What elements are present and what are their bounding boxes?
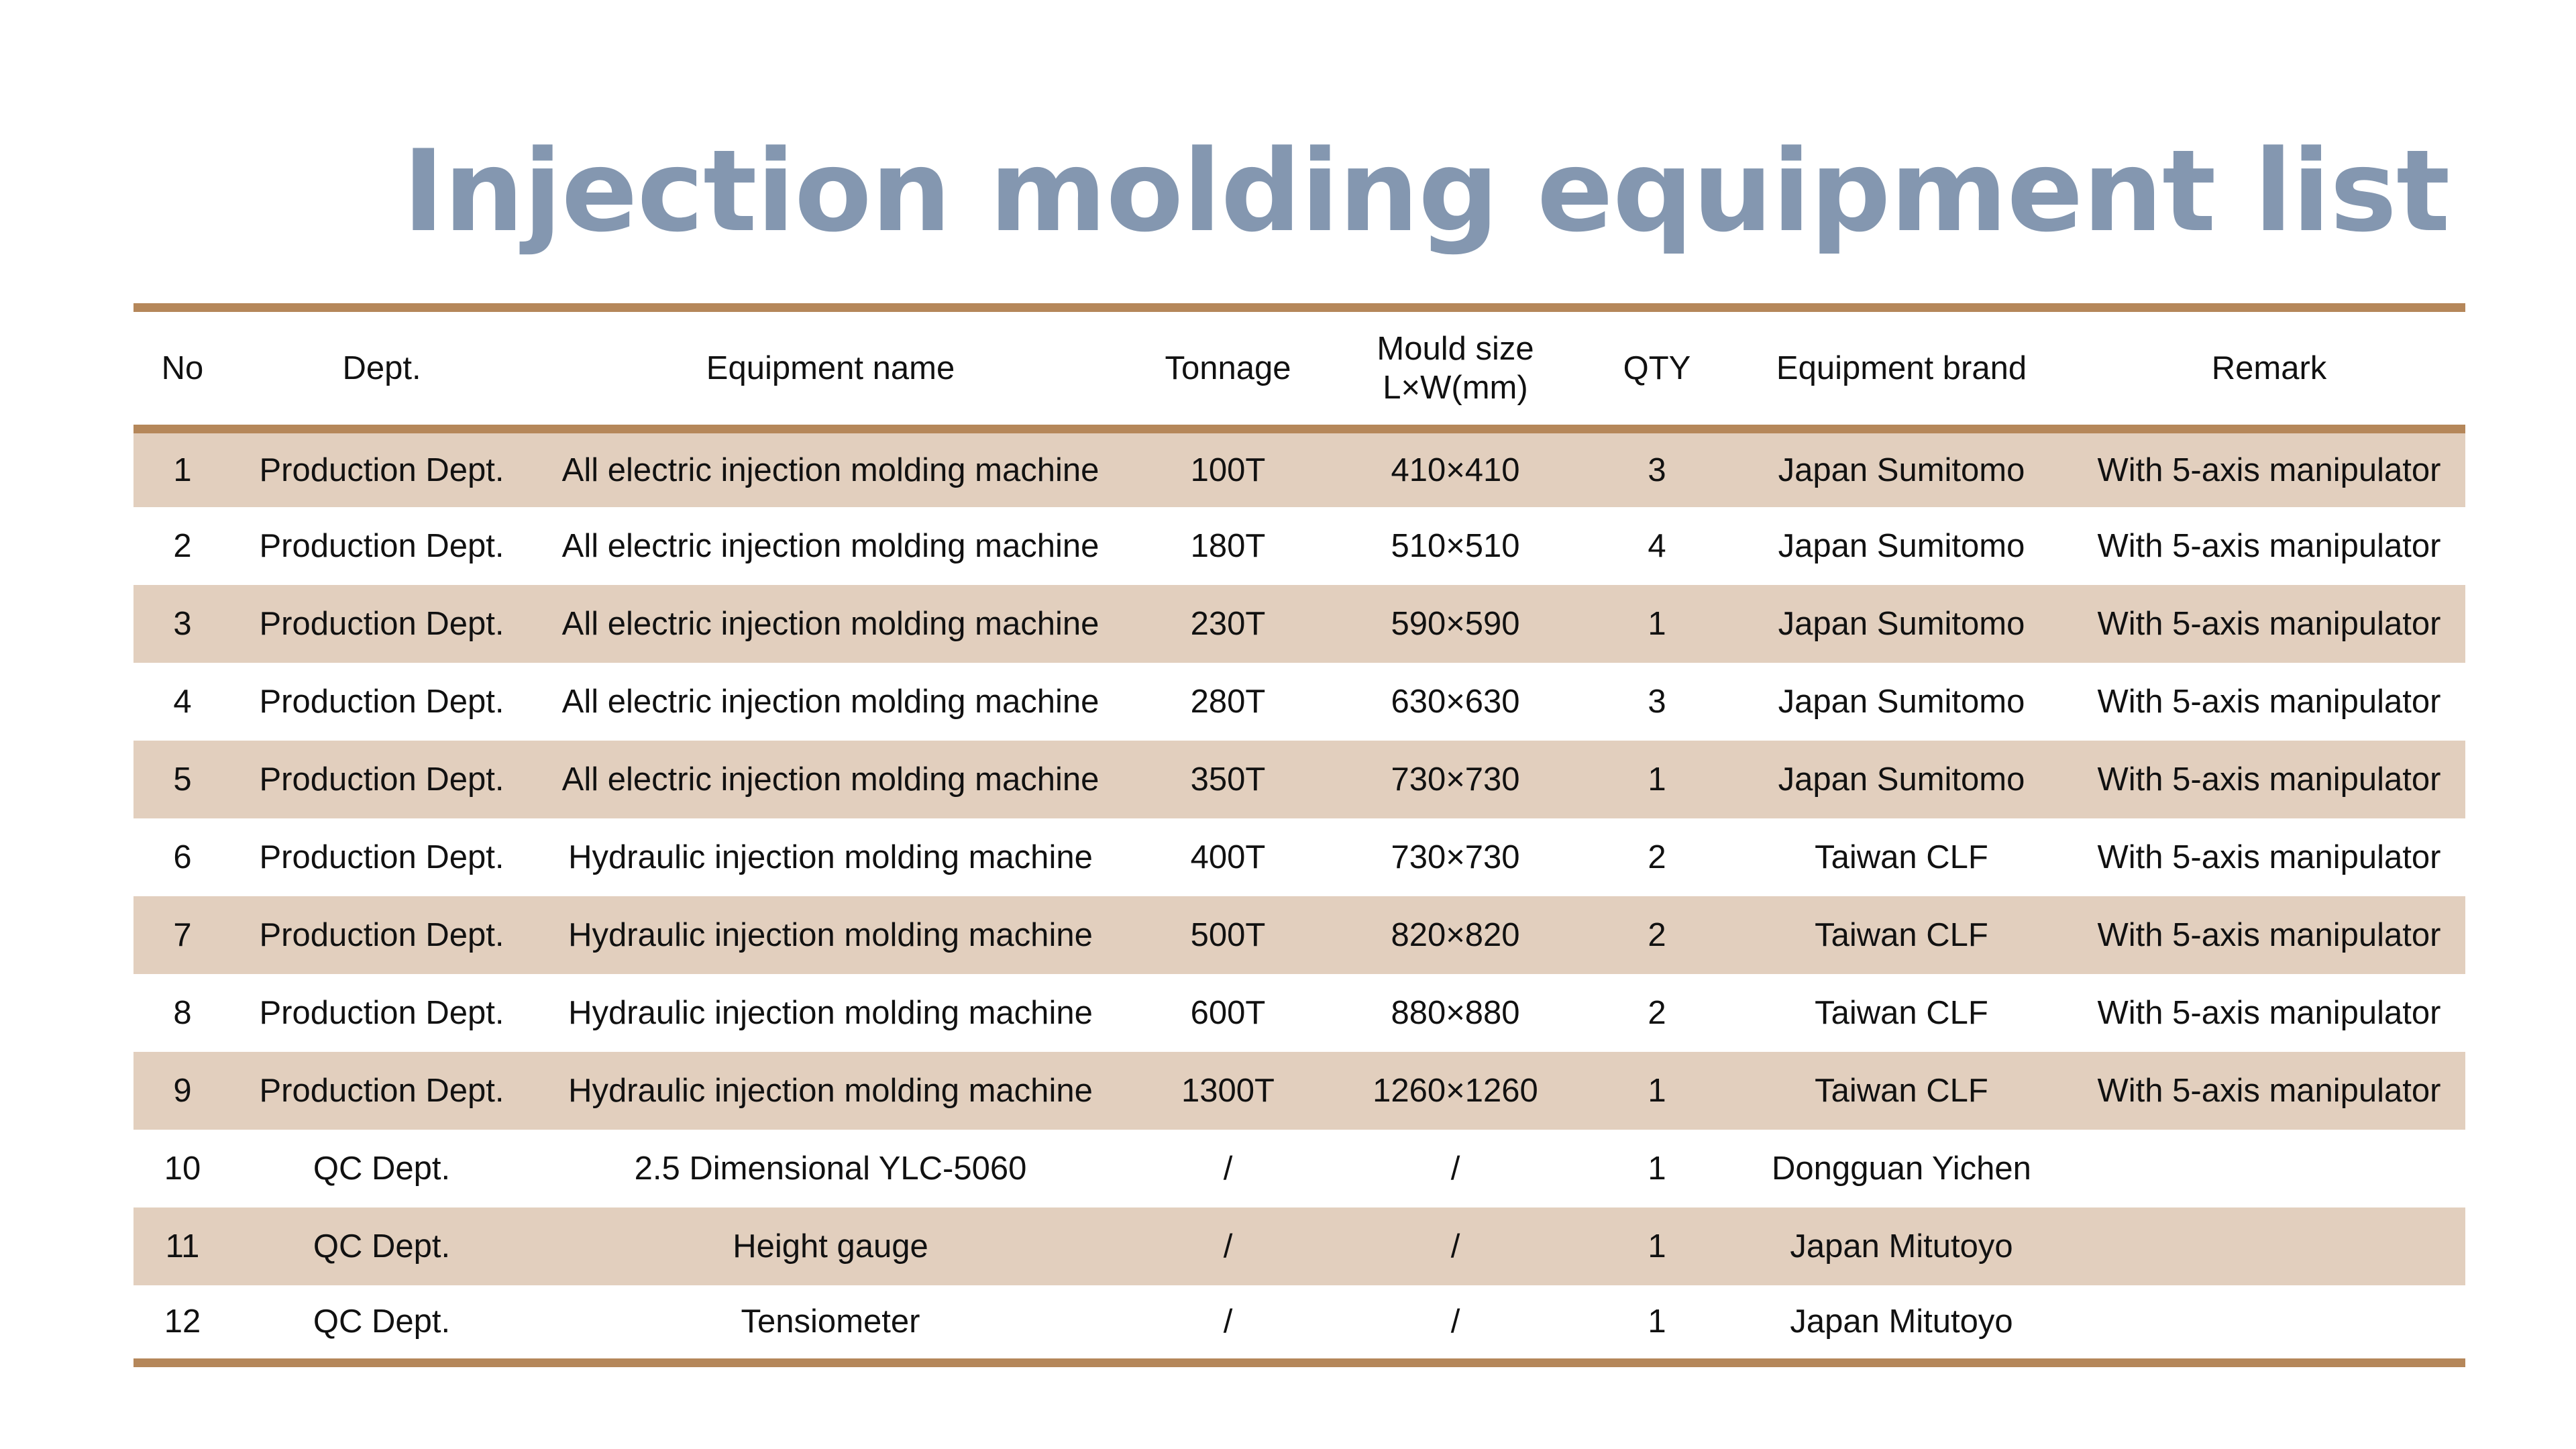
cell-qty: 1 bbox=[1648, 1072, 1666, 1109]
cell-tonnage: 600T bbox=[1190, 994, 1266, 1031]
table-row bbox=[133, 1285, 2465, 1363]
cell-equipment-name: Hydraulic injection molding machine bbox=[568, 916, 1093, 953]
cell-mould-size: 1260×1260 bbox=[1373, 1072, 1538, 1109]
cell-dept: QC Dept. bbox=[313, 1228, 451, 1265]
cell-no: 2 bbox=[173, 527, 192, 564]
cell-qty: 2 bbox=[1648, 994, 1666, 1031]
cell-no: 12 bbox=[164, 1303, 201, 1340]
table-row bbox=[133, 1052, 2465, 1130]
cell-equipment-name: Height gauge bbox=[733, 1228, 928, 1265]
table-row bbox=[133, 429, 2465, 507]
cell-brand: Japan Sumitomo bbox=[1778, 527, 2025, 564]
table-row bbox=[133, 1208, 2465, 1285]
cell-tonnage: / bbox=[1223, 1228, 1233, 1265]
cell-tonnage: / bbox=[1223, 1303, 1233, 1340]
cell-dept: Production Dept. bbox=[259, 683, 504, 720]
cell-tonnage: 100T bbox=[1190, 451, 1266, 488]
cell-brand: Taiwan CLF bbox=[1815, 994, 1988, 1031]
cell-remark: With 5-axis manipulator bbox=[2097, 451, 2441, 488]
cell-tonnage: 180T bbox=[1190, 527, 1266, 564]
table-row bbox=[133, 741, 2465, 818]
cell-tonnage: 500T bbox=[1190, 916, 1266, 953]
cell-tonnage: 1300T bbox=[1181, 1072, 1275, 1109]
cell-equipment-name: All electric injection molding machine bbox=[561, 683, 1099, 720]
header-mould-size-line2: L×W(mm) bbox=[1383, 370, 1528, 406]
cell-qty: 3 bbox=[1648, 451, 1666, 488]
cell-tonnage: 230T bbox=[1190, 605, 1266, 642]
cell-brand: Japan Mitutoyo bbox=[1790, 1228, 2013, 1265]
header-dept: Dept. bbox=[231, 308, 532, 429]
cell-brand: Japan Sumitomo bbox=[1778, 451, 2025, 488]
cell-qty: 1 bbox=[1648, 1303, 1666, 1340]
table-header-row bbox=[133, 308, 2465, 429]
cell-no: 10 bbox=[164, 1150, 201, 1187]
page-title: Injection molding equipment list bbox=[402, 125, 2450, 257]
header-brand: Equipment brand bbox=[1730, 308, 2073, 429]
cell-qty: 4 bbox=[1648, 527, 1666, 564]
table-row bbox=[133, 1130, 2465, 1208]
header-mould-size bbox=[1327, 308, 1584, 429]
cell-tonnage: 280T bbox=[1190, 683, 1266, 720]
cell-qty: 1 bbox=[1648, 1228, 1666, 1265]
cell-remark: With 5-axis manipulator bbox=[2097, 839, 2441, 875]
table-row bbox=[133, 663, 2465, 741]
header-qty: QTY bbox=[1584, 308, 1730, 429]
cell-equipment-name: 2.5 Dimensional YLC-5060 bbox=[634, 1150, 1027, 1187]
cell-brand: Japan Sumitomo bbox=[1778, 683, 2025, 720]
cell-equipment-name: All electric injection molding machine bbox=[561, 527, 1099, 564]
cell-equipment-name: All electric injection molding machine bbox=[561, 605, 1099, 642]
cell-remark: With 5-axis manipulator bbox=[2097, 916, 2441, 953]
cell-tonnage: / bbox=[1223, 1150, 1233, 1187]
cell-brand: Japan Sumitomo bbox=[1778, 761, 2025, 798]
cell-no: 7 bbox=[173, 916, 192, 953]
cell-mould-size: / bbox=[1450, 1150, 1460, 1187]
cell-equipment-name: All electric injection molding machine bbox=[561, 761, 1099, 798]
cell-remark: With 5-axis manipulator bbox=[2097, 994, 2441, 1031]
cell-dept: Production Dept. bbox=[259, 451, 504, 488]
cell-brand: Taiwan CLF bbox=[1815, 916, 1988, 953]
cell-tonnage: 350T bbox=[1190, 761, 1266, 798]
cell-mould-size: 590×590 bbox=[1391, 605, 1520, 642]
table-row bbox=[133, 896, 2465, 974]
cell-qty: 3 bbox=[1648, 683, 1666, 720]
table-row bbox=[133, 585, 2465, 663]
cell-dept: Production Dept. bbox=[259, 527, 504, 564]
cell-brand: Dongguan Yichen bbox=[1772, 1150, 2031, 1187]
cell-no: 9 bbox=[173, 1072, 192, 1109]
cell-dept: Production Dept. bbox=[259, 839, 504, 875]
cell-remark: With 5-axis manipulator bbox=[2097, 527, 2441, 564]
cell-remark: With 5-axis manipulator bbox=[2097, 605, 2441, 642]
cell-qty: 1 bbox=[1648, 605, 1666, 642]
header-mould-size-line1: Mould size bbox=[1377, 331, 1534, 367]
equipment-table bbox=[133, 303, 2465, 1367]
cell-remark: With 5-axis manipulator bbox=[2097, 683, 2441, 720]
cell-no: 8 bbox=[173, 994, 192, 1031]
table-row bbox=[133, 974, 2465, 1052]
cell-mould-size: 630×630 bbox=[1391, 683, 1520, 720]
cell-equipment-name: All electric injection molding machine bbox=[561, 451, 1099, 488]
cell-equipment-name: Hydraulic injection molding machine bbox=[568, 994, 1093, 1031]
cell-dept: Production Dept. bbox=[259, 1072, 504, 1109]
cell-equipment-name: Tensiometer bbox=[741, 1303, 920, 1340]
cell-mould-size: 820×820 bbox=[1391, 916, 1520, 953]
cell-remark bbox=[2073, 1285, 2465, 1363]
cell-equipment-name: Hydraulic injection molding machine bbox=[568, 839, 1093, 875]
cell-tonnage: 400T bbox=[1190, 839, 1266, 875]
cell-mould-size: / bbox=[1450, 1228, 1460, 1265]
table-row bbox=[133, 507, 2465, 585]
cell-dept: Production Dept. bbox=[259, 916, 504, 953]
cell-dept: Production Dept. bbox=[259, 994, 504, 1031]
cell-dept: Production Dept. bbox=[259, 761, 504, 798]
cell-equipment-name: Hydraulic injection molding machine bbox=[568, 1072, 1093, 1109]
cell-no: 1 bbox=[173, 451, 192, 488]
cell-remark bbox=[2073, 1130, 2465, 1208]
cell-mould-size: / bbox=[1450, 1303, 1460, 1340]
header-equipment-name: Equipment name bbox=[532, 308, 1129, 429]
header-tonnage: Tonnage bbox=[1129, 308, 1327, 429]
cell-no: 5 bbox=[173, 761, 192, 798]
cell-qty: 2 bbox=[1648, 839, 1666, 875]
cell-no: 6 bbox=[173, 839, 192, 875]
cell-dept: QC Dept. bbox=[313, 1150, 451, 1187]
cell-remark bbox=[2073, 1208, 2465, 1285]
cell-qty: 1 bbox=[1648, 1150, 1666, 1187]
cell-remark: With 5-axis manipulator bbox=[2097, 1072, 2441, 1109]
cell-dept: Production Dept. bbox=[259, 605, 504, 642]
cell-mould-size: 730×730 bbox=[1391, 839, 1520, 875]
header-remark: Remark bbox=[2073, 308, 2465, 429]
cell-brand: Taiwan CLF bbox=[1815, 839, 1988, 875]
cell-qty: 1 bbox=[1648, 761, 1666, 798]
cell-brand: Japan Mitutoyo bbox=[1790, 1303, 2013, 1340]
cell-no: 3 bbox=[173, 605, 192, 642]
cell-no: 4 bbox=[173, 683, 192, 720]
cell-brand: Japan Sumitomo bbox=[1778, 605, 2025, 642]
cell-remark: With 5-axis manipulator bbox=[2097, 761, 2441, 798]
cell-no: 11 bbox=[165, 1228, 200, 1265]
cell-dept: QC Dept. bbox=[313, 1303, 451, 1340]
table-row bbox=[133, 818, 2465, 896]
header-no: No bbox=[133, 308, 231, 429]
cell-mould-size: 880×880 bbox=[1391, 994, 1520, 1031]
cell-mould-size: 730×730 bbox=[1391, 761, 1520, 798]
cell-qty: 2 bbox=[1648, 916, 1666, 953]
cell-brand: Taiwan CLF bbox=[1815, 1072, 1988, 1109]
cell-mould-size: 510×510 bbox=[1391, 527, 1520, 564]
cell-mould-size: 410×410 bbox=[1391, 451, 1520, 488]
